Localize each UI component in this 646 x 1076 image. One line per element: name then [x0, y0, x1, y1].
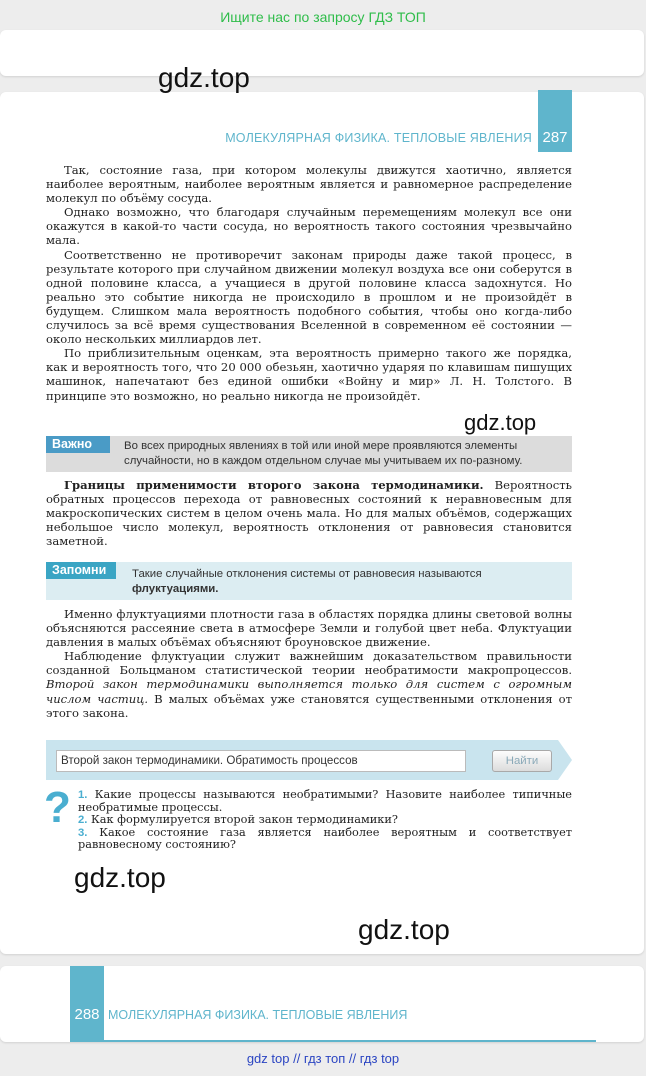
watermark: gdz.top [158, 62, 250, 93]
paragraph-part: Наблюдение флуктуации служит важнейшим доказательством правильности созданной Больцманом статистической теории необратимости макропроцессов. [46, 649, 572, 678]
important-label: Важно [46, 436, 110, 453]
search-button[interactable]: Найти [492, 750, 552, 772]
paragraph: Именно флуктуациями плотности газа в областях порядка длины световой волны объясняются рассеяние света в атмосфере Земли и голубой цвет неба. Флуктуации давления в малых объёмах объясняют броуновское движение. [46, 607, 572, 650]
next-page-number: 288 [74, 1006, 100, 1023]
search-panel-arrow [558, 740, 572, 780]
important-text: Во всех природных явлениях в той или иной мере проявляются элементы случайности, но в каждом отдельном случае мы учитываем их по-разному. [124, 440, 523, 467]
question-mark-icon: ? [44, 783, 71, 832]
paragraph [46, 649, 572, 719]
next-page-number-tab [70, 966, 104, 1042]
question-number: 3. [78, 826, 88, 839]
watermark: gdz.top [464, 410, 537, 435]
watermark: gdz.top [74, 862, 166, 893]
paragraph-part: В малых объёмах уже становятся существенными отклонения от этого закона. [46, 691, 572, 720]
question-text: Какие процессы называются необратимыми? Назовите наиболее типичные необратимые процессы. [78, 788, 572, 814]
paragraph: Так, состояние газа, при котором молекулы движутся хаотично, является наиболее вероятным, наиболее вероятным является и равномерное распределение молекул по объёму сосуда. [46, 163, 572, 206]
body-text-1 [46, 163, 572, 403]
next-running-head: МОЛЕКУЛЯРНАЯ ФИЗИКА. ТЕПЛОВЫЕ ЯВЛЕНИЯ [108, 1008, 408, 1022]
question-text: Какое состояние газа является наиболее вероятным и соответствует равновесному состоянию? [78, 825, 572, 852]
remember-text [132, 567, 564, 597]
question-number: 2. [78, 814, 88, 827]
question-text: Как формулируется второй закон термодинамики? [91, 813, 398, 827]
body-text-2 [46, 478, 572, 548]
question-item [78, 789, 572, 814]
search-input[interactable]: Второй закон термодинамики. Обратимость процессов [56, 750, 466, 772]
paragraph: Соответственно не противоречит законам природы даже такой процесс, в результате которого при случайном движении молекул воздуха все они соберутся в одной половине класса, а учащиеся в другой половине класса задохнутся. Но реально это событие никогда не происходило в прошлом и не произойдёт в будущем. Слишком мала вероятность подобного события, чтобы оно когда-либо случилось за всё время существования Вселенной в современном её состоянии — около нескольких миллиардов лет. [46, 247, 572, 347]
remember-term: флуктуациями. [132, 583, 219, 595]
question-item [78, 827, 572, 852]
promo-banner[interactable]: Ищите нас по запросу ГДЗ ТОП [220, 9, 426, 25]
important-box [46, 436, 572, 472]
paragraph: Вероятность обратных процессов перехода от равновесных состояний к неравновесным для макроскопических систем в целом очень мала. Но для малых объёмов, содержащих небольшое число молекул, вероятность отклонения от равновесия становится заметной. [46, 478, 572, 549]
running-head: МОЛЕКУЛЯРНАЯ ФИЗИКА. ТЕПЛОВЫЕ ЯВЛЕНИЯ [225, 131, 532, 145]
page-number: 287 [542, 129, 568, 146]
watermark: gdz.top [358, 914, 450, 945]
paragraph: По приблизительным оценкам, эта вероятность примерно такого же порядка, как и вероятность того, что 20 000 обезьян, хаотично ударяя по клавишам пишущих машинок, напечатают без единой ошибки «Войну и мир» Л. Н. Толстого. В принципе это возможно, но реально никогда не произойдёт. [46, 346, 572, 403]
body-text-3 [46, 607, 572, 720]
remember-box [46, 562, 572, 600]
paragraph-emphasis: Второй закон термодинамики выполняется только для систем с огромным числом частиц. [46, 677, 572, 706]
review-questions [78, 789, 572, 852]
section-heading: Границы применимости второго закона термодинамики. [64, 478, 484, 492]
remember-label: Запомни [46, 562, 116, 579]
question-number: 1. [78, 789, 88, 801]
footer-links[interactable]: gdz top // гдз топ // гдз top [246, 1051, 400, 1066]
remember-sentence: Такие случайные отклонения системы от равновесия называются [132, 568, 482, 580]
divider [70, 1040, 596, 1042]
previous-page-card [0, 30, 644, 76]
paragraph: Однако возможно, что благодаря случайным перемещениям молекул все они окажутся в какой-то части сосуда, но вероятность такого состояния чрезвычайно мала. [46, 205, 572, 248]
